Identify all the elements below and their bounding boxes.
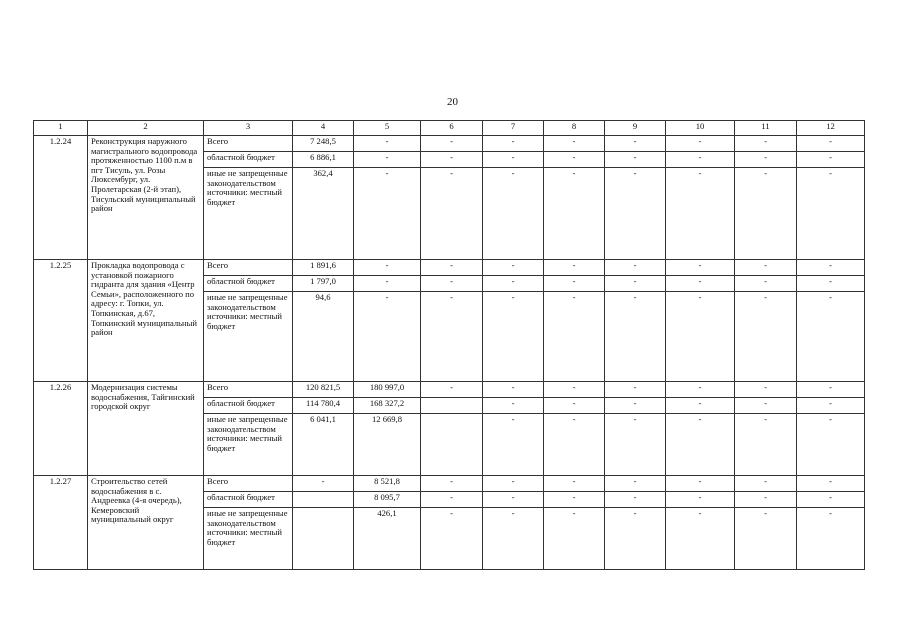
value-cell: -: [605, 136, 666, 152]
value-cell: -: [666, 260, 735, 276]
value-cell: -: [605, 168, 666, 260]
funding-source: иные не запрещенные законодательством источники: местный бюджет: [204, 414, 293, 476]
funding-source: областной бюджет: [204, 398, 293, 414]
project-id: 1.2.26: [34, 382, 88, 476]
value-cell: -: [605, 382, 666, 398]
value-cell: 120 821,5: [293, 382, 354, 398]
value-cell: -: [605, 414, 666, 476]
value-cell: 7 248,5: [293, 136, 354, 152]
value-cell: 94,6: [293, 292, 354, 382]
table-row: [34, 476, 865, 492]
funding-source: иные не запрещенные законодательством источники: местный бюджет: [204, 168, 293, 260]
project-name: Строительство сетей водоснабжения в с. Андреевка (4-я очередь), Кемеровский муниципальный округ: [88, 476, 204, 570]
page-number: 20: [447, 96, 458, 108]
value-cell: -: [797, 168, 865, 260]
value-cell: -: [797, 276, 865, 292]
value-cell: 180 997,0: [354, 382, 421, 398]
project-id: 1.2.27: [34, 476, 88, 570]
column-header: 1: [34, 121, 88, 136]
value-cell: [293, 492, 354, 508]
value-cell: -: [354, 260, 421, 276]
value-cell: -: [666, 492, 735, 508]
value-cell: -: [605, 152, 666, 168]
value-cell: -: [544, 476, 605, 492]
funding-source: иные не запрещенные законодательством источники: местный бюджет: [204, 292, 293, 382]
column-header: 5: [354, 121, 421, 136]
value-cell: -: [735, 292, 797, 382]
value-cell: -: [735, 492, 797, 508]
value-cell: -: [354, 292, 421, 382]
value-cell: 168 327,2: [354, 398, 421, 414]
value-cell: -: [735, 398, 797, 414]
table-row: [34, 136, 865, 152]
table-row: [34, 260, 865, 276]
value-cell: -: [797, 382, 865, 398]
value-cell: -: [735, 414, 797, 476]
value-cell: -: [421, 508, 483, 570]
value-cell: -: [483, 414, 544, 476]
funding-source: областной бюджет: [204, 492, 293, 508]
funding-source: областной бюджет: [204, 152, 293, 168]
value-cell: -: [483, 398, 544, 414]
value-cell: -: [544, 136, 605, 152]
value-cell: -: [544, 382, 605, 398]
value-cell: -: [797, 152, 865, 168]
value-cell: -: [421, 260, 483, 276]
value-cell: -: [666, 152, 735, 168]
value-cell: -: [421, 276, 483, 292]
column-header: 6: [421, 121, 483, 136]
value-cell: [421, 414, 483, 476]
value-cell: -: [421, 136, 483, 152]
value-cell: [421, 398, 483, 414]
funding-source: иные не запрещенные законодательством источники: местный бюджет: [204, 508, 293, 570]
value-cell: -: [421, 152, 483, 168]
column-header: 9: [605, 121, 666, 136]
value-cell: -: [605, 398, 666, 414]
value-cell: -: [483, 136, 544, 152]
value-cell: 8 521,8: [354, 476, 421, 492]
value-cell: 8 095,7: [354, 492, 421, 508]
value-cell: -: [735, 260, 797, 276]
value-cell: -: [797, 260, 865, 276]
value-cell: -: [483, 476, 544, 492]
value-cell: 362,4: [293, 168, 354, 260]
value-cell: -: [483, 492, 544, 508]
funding-source: Всего: [204, 382, 293, 398]
value-cell: -: [354, 152, 421, 168]
value-cell: -: [605, 492, 666, 508]
value-cell: -: [666, 398, 735, 414]
value-cell: -: [354, 136, 421, 152]
value-cell: -: [666, 276, 735, 292]
value-cell: 1 891,6: [293, 260, 354, 276]
value-cell: -: [544, 168, 605, 260]
value-cell: -: [735, 152, 797, 168]
project-id: 1.2.25: [34, 260, 88, 382]
funding-source: Всего: [204, 260, 293, 276]
value-cell: -: [421, 292, 483, 382]
value-cell: 1 797,0: [293, 276, 354, 292]
value-cell: -: [797, 136, 865, 152]
value-cell: -: [483, 382, 544, 398]
column-header: 2: [88, 121, 204, 136]
project-name: Модернизация системы водоснабжения, Тайгинский городской округ: [88, 382, 204, 476]
value-cell: -: [797, 492, 865, 508]
column-header: 10: [666, 121, 735, 136]
value-cell: -: [666, 136, 735, 152]
value-cell: -: [605, 476, 666, 492]
value-cell: -: [605, 260, 666, 276]
value-cell: -: [421, 492, 483, 508]
value-cell: -: [483, 168, 544, 260]
value-cell: -: [605, 508, 666, 570]
column-header: 3: [204, 121, 293, 136]
column-header: 8: [544, 121, 605, 136]
value-cell: -: [797, 476, 865, 492]
column-header: 12: [797, 121, 865, 136]
value-cell: -: [544, 414, 605, 476]
value-cell: [293, 508, 354, 570]
value-cell: -: [544, 260, 605, 276]
table-row: [34, 382, 865, 398]
value-cell: -: [735, 382, 797, 398]
value-cell: -: [735, 136, 797, 152]
value-cell: -: [544, 276, 605, 292]
value-cell: -: [483, 276, 544, 292]
value-cell: -: [666, 382, 735, 398]
value-cell: -: [605, 276, 666, 292]
value-cell: -: [544, 508, 605, 570]
column-header: 11: [735, 121, 797, 136]
value-cell: -: [544, 492, 605, 508]
value-cell: -: [544, 152, 605, 168]
value-cell: -: [666, 414, 735, 476]
funding-source: областной бюджет: [204, 276, 293, 292]
project-name: Реконструкция наружного магистрального водопровода протяженностью 1100 п.м в пгт Тисуль, ул. Розы Люксембург, ул. Пролетарская (2-й этап), Тисульский муниципальный район: [88, 136, 204, 260]
value-cell: -: [797, 414, 865, 476]
column-header: 4: [293, 121, 354, 136]
value-cell: -: [605, 292, 666, 382]
table-body: [34, 121, 865, 570]
funding-source: Всего: [204, 476, 293, 492]
value-cell: -: [483, 292, 544, 382]
value-cell: -: [666, 508, 735, 570]
project-id: 1.2.24: [34, 136, 88, 260]
value-cell: -: [666, 168, 735, 260]
column-header: 7: [483, 121, 544, 136]
value-cell: -: [421, 476, 483, 492]
value-cell: -: [797, 398, 865, 414]
value-cell: -: [421, 168, 483, 260]
value-cell: -: [735, 508, 797, 570]
value-cell: 426,1: [354, 508, 421, 570]
value-cell: -: [797, 508, 865, 570]
value-cell: -: [421, 382, 483, 398]
funding-table: [33, 120, 865, 570]
value-cell: -: [483, 152, 544, 168]
value-cell: -: [666, 476, 735, 492]
value-cell: -: [293, 476, 354, 492]
value-cell: -: [544, 292, 605, 382]
funding-source: Всего: [204, 136, 293, 152]
value-cell: -: [735, 276, 797, 292]
header-row: [34, 121, 865, 136]
value-cell: -: [797, 292, 865, 382]
value-cell: -: [483, 508, 544, 570]
value-cell: -: [483, 260, 544, 276]
value-cell: 6 041,1: [293, 414, 354, 476]
value-cell: -: [735, 476, 797, 492]
value-cell: 6 886,1: [293, 152, 354, 168]
value-cell: 12 669,8: [354, 414, 421, 476]
value-cell: -: [354, 276, 421, 292]
project-name: Прокладка водопровода с установкой пожарного гидранта для здания «Центр Семьи», расположенного по адресу: г. Топки, ул. Топкинская, д.67, Топкинский муниципальный район: [88, 260, 204, 382]
value-cell: -: [666, 292, 735, 382]
value-cell: -: [544, 398, 605, 414]
value-cell: 114 780,4: [293, 398, 354, 414]
value-cell: -: [735, 168, 797, 260]
value-cell: -: [354, 168, 421, 260]
